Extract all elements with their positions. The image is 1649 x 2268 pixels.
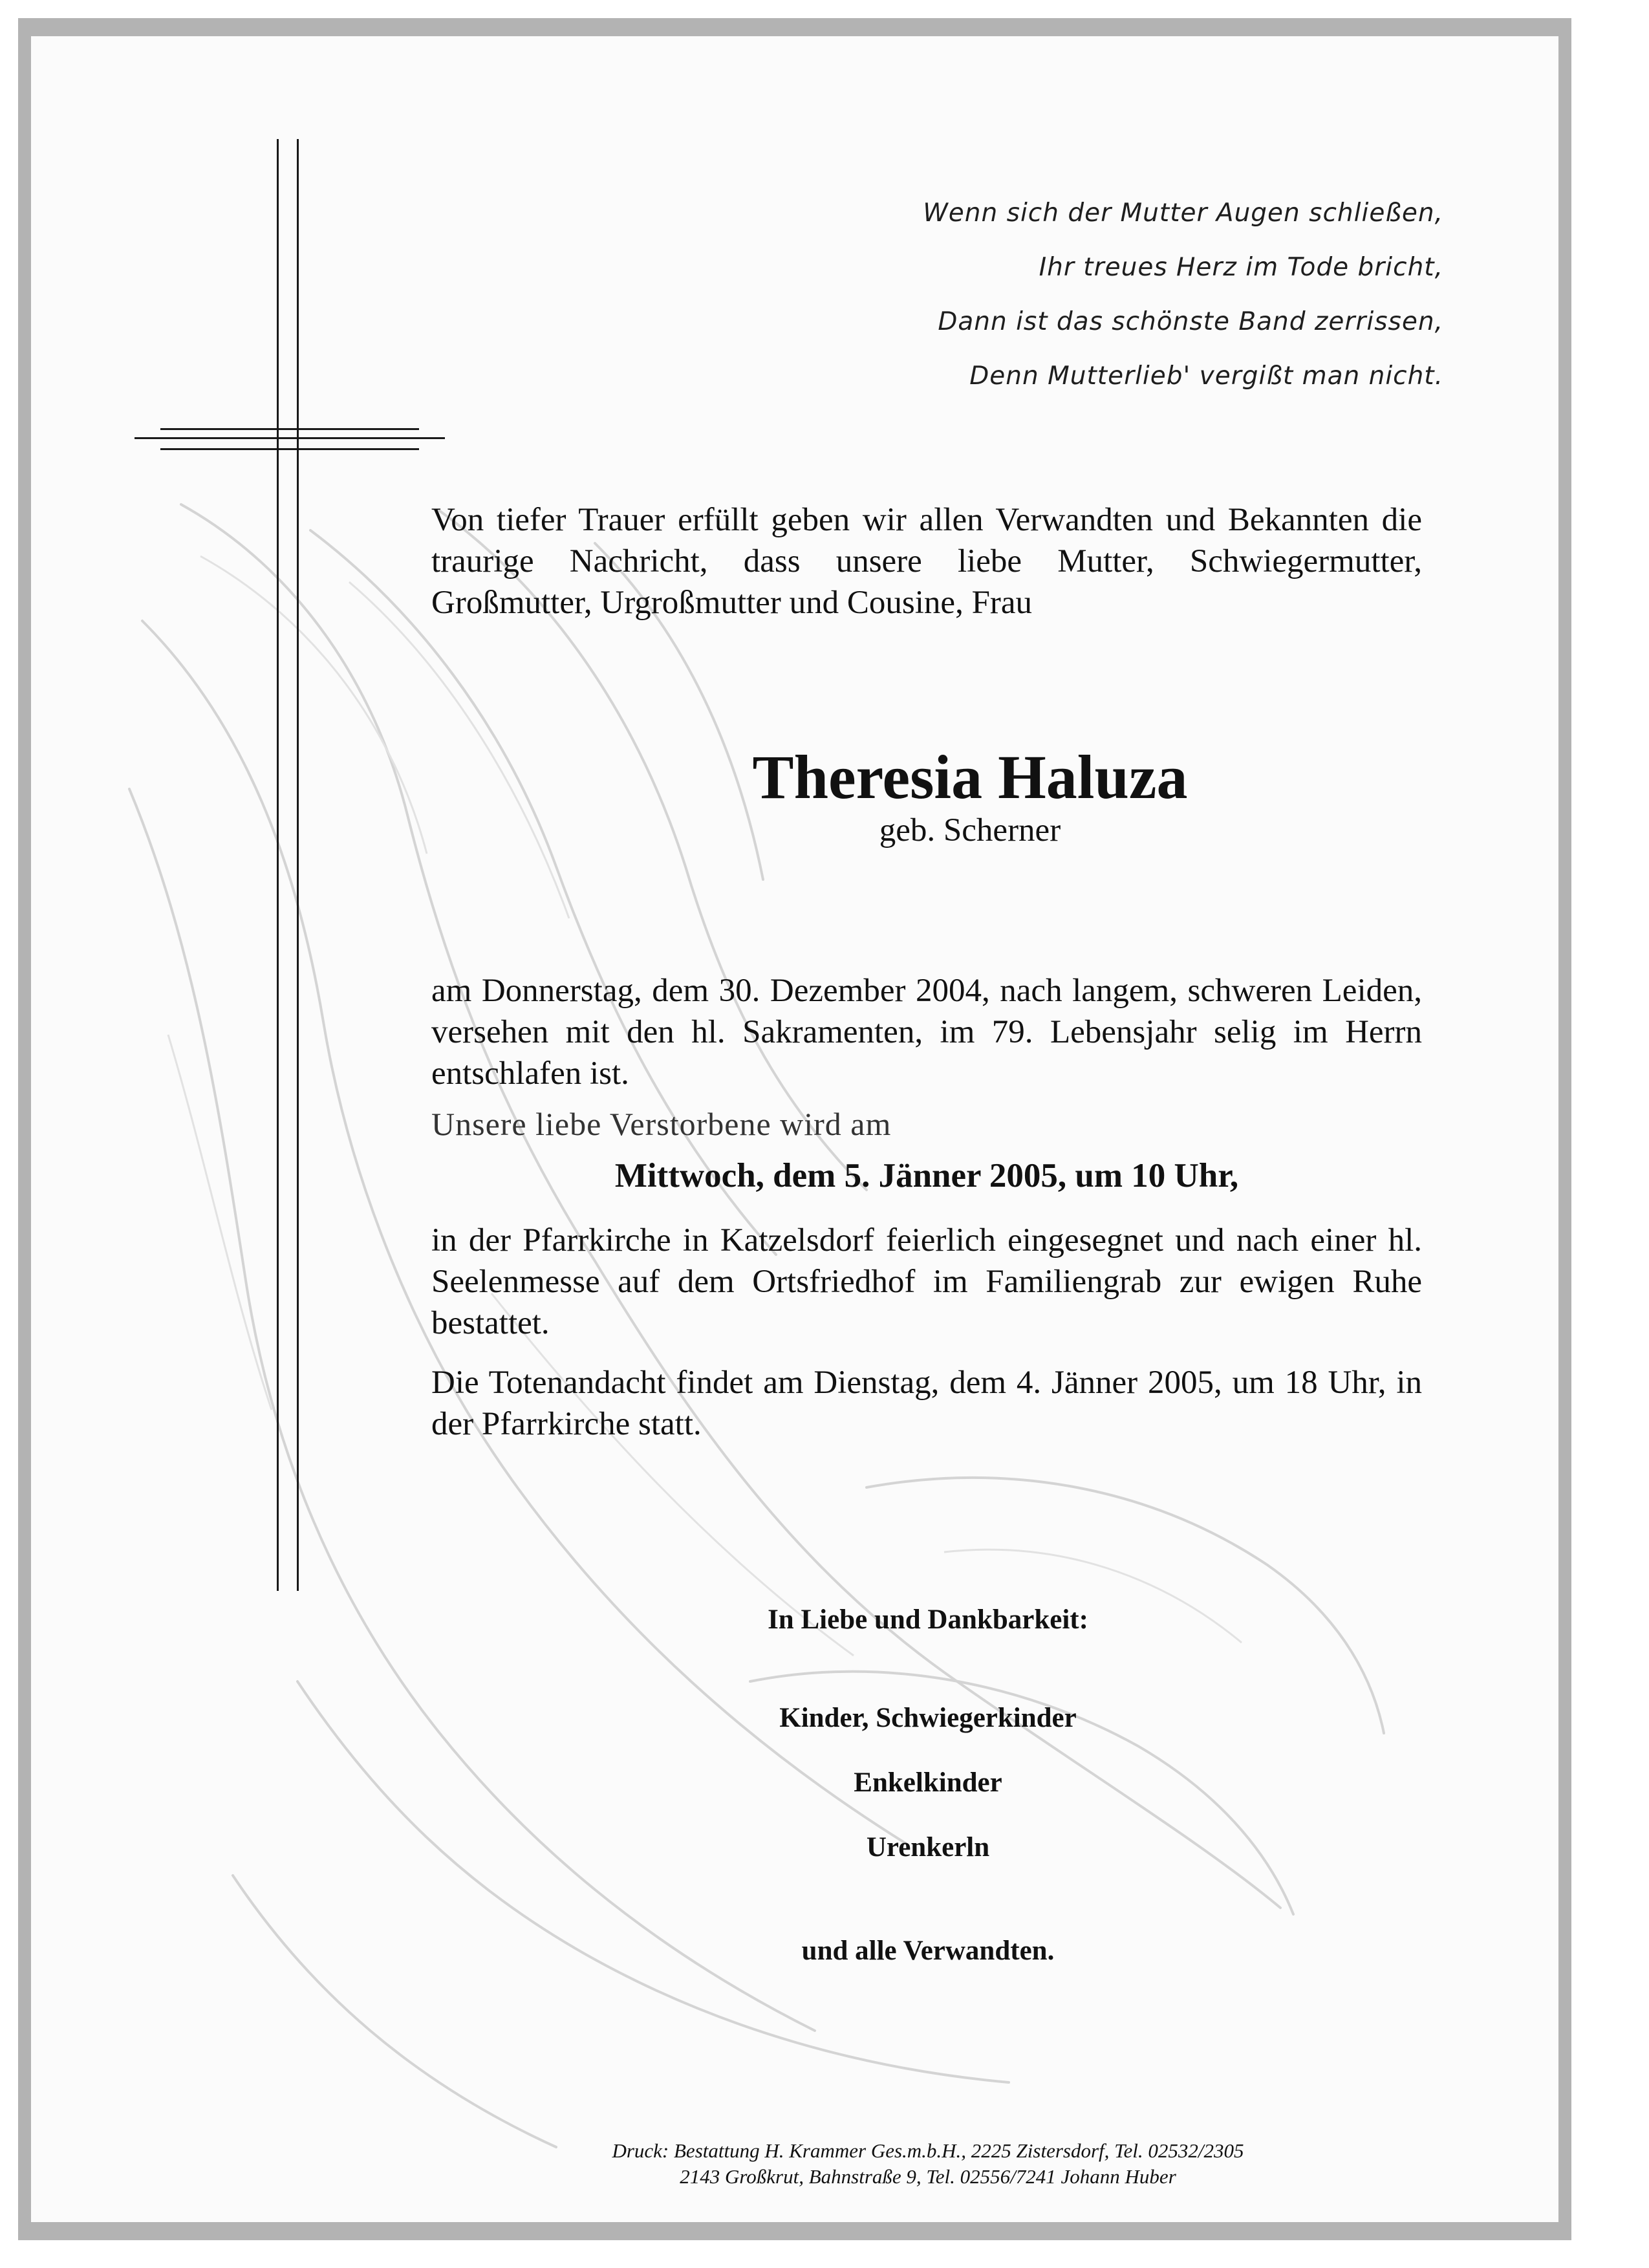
mourner-line: Kinder, Schwiegerkinder (779, 1703, 1077, 1733)
signature-heading: In Liebe und Dankbarkeit: (768, 1604, 1088, 1635)
mourner-line: Enkelkinder (854, 1767, 1002, 1798)
mourner-line: Urenkerln (866, 1832, 990, 1863)
poem-line: Denn Mutterlieb' vergißt man nicht. (969, 362, 1443, 391)
prayer-paragraph: Die Totenandacht findet am Dienstag, dem 4. Jänner 2005, um 18 Uhr, in der Pfarrkirche statt. (431, 1365, 1422, 1442)
printer-line: Druck: Bestattung H. Krammer Ges.m.b.H., 2225 Zistersdorf, Tel. 02532/2305 (612, 2139, 1244, 2162)
cross-horizontal-bar (135, 428, 445, 450)
poem-line: Ihr treues Herz im Tode bricht, (1039, 253, 1443, 282)
poem-line: Dann ist das schönste Band zerrissen, (938, 307, 1443, 336)
cross-vertical-bar (277, 139, 299, 1591)
poem-line: Wenn sich der Mutter Augen schließen, (923, 199, 1443, 228)
mourner-line: und alle Verwandten. (801, 1936, 1055, 1966)
maiden-name: geb. Scherner (879, 812, 1061, 848)
intro-paragraph: Von tiefer Trauer erfüllt geben wir allen Verwandten und Bekannten die traurige Nachricht, dass unsere liebe Mutter, Schwiegermutter, Großmutter, Urgroßmutter und Cousine, Frau (431, 502, 1422, 621)
death-paragraph: am Donnerstag, dem 30. Dezember 2004, nach langem, schweren Leiden, versehen mit den hl. Sakramenten, im 79. Lebensjahr selig im Herrn entschlafen ist. (431, 973, 1422, 1092)
burial-paragraph: in der Pfarrkirche in Katzelsdorf feierlich eingesegnet und nach einer hl. Seelenmesse auf dem Ortsfriedhof im Familiengrab zur ewigen Ruhe bestattet. (431, 1222, 1422, 1341)
funeral-date: Mittwoch, dem 5. Jänner 2005, um 10 Uhr, (614, 1157, 1239, 1194)
printer-line: 2143 Großkrut, Bahnstraße 9, Tel. 02556/7241 Johann Huber (680, 2165, 1176, 2188)
memorial-poem (923, 186, 1443, 404)
announce-line: Unsere liebe Verstorbene wird am (431, 1106, 892, 1142)
printer-imprint (530, 2138, 1326, 2190)
deceased-name: Theresia Haluza (752, 742, 1188, 812)
